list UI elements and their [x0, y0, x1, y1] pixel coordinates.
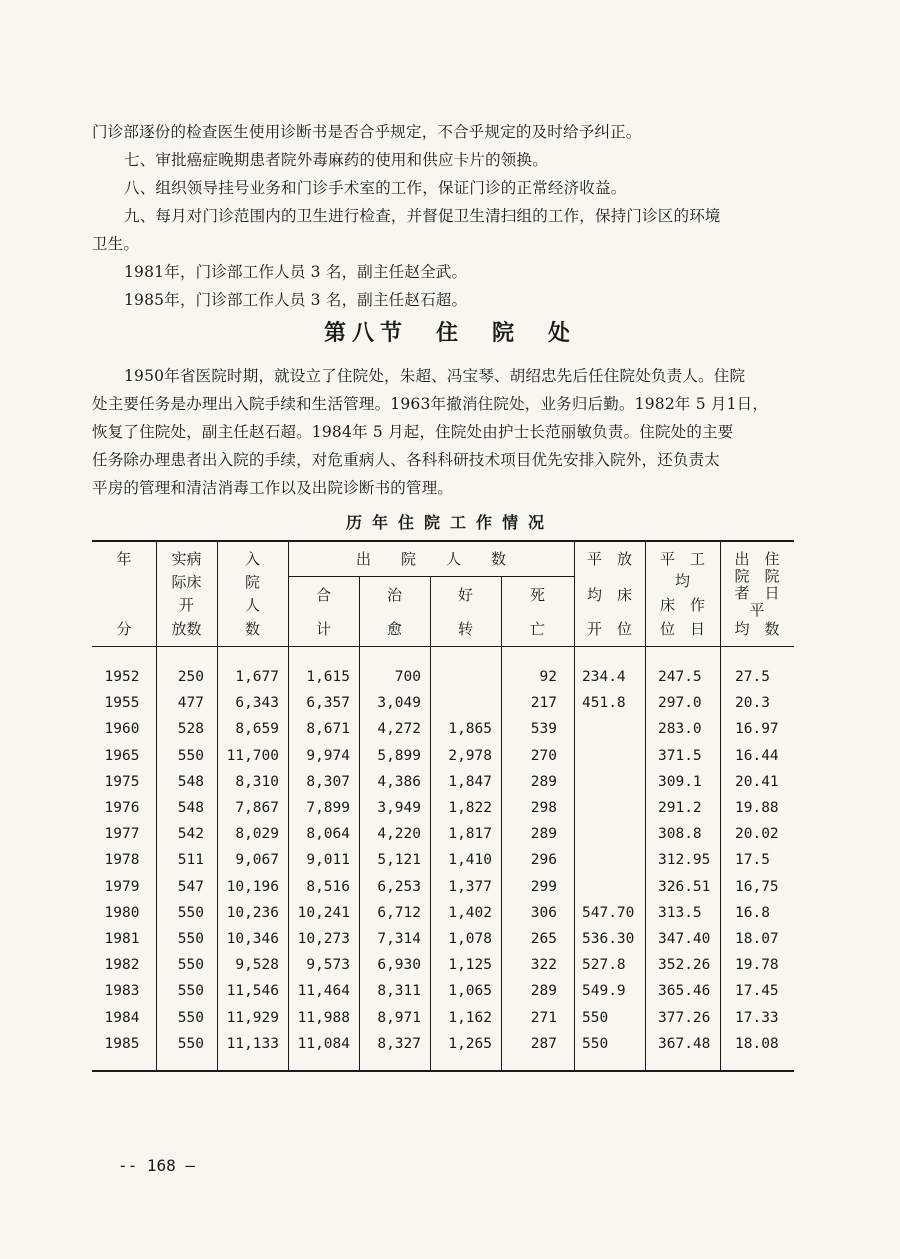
cell-avg-beds: 527.8 — [582, 957, 626, 974]
cell-improved: 1,817 — [448, 826, 492, 843]
section-title: 第八节 住 院 处 — [323, 320, 576, 346]
cell-beds: 477 — [177, 695, 204, 712]
cell-beds: 550 — [177, 747, 204, 764]
cell-avg-beds: 536.30 — [582, 931, 635, 947]
cell-year: 1952 — [104, 669, 140, 685]
cell-avg-stay: 20.41 — [735, 773, 779, 790]
cell-total: 9,011 — [306, 852, 350, 869]
cell-avg-stay: 19.78 — [735, 957, 779, 974]
cell-admissions: 6,343 — [235, 695, 279, 712]
cell-avg-stay: 17.45 — [735, 983, 779, 1000]
cell-total: 8,064 — [306, 826, 350, 843]
header-admissions: 人 — [244, 596, 260, 614]
cell-improved: 1,162 — [448, 1009, 492, 1026]
cell-year: 1984 — [104, 1009, 140, 1026]
header-year-bottom: 分 — [116, 620, 132, 638]
cell-bed-days: 247.5 — [658, 669, 702, 685]
cell-year: 1977 — [104, 826, 140, 843]
cell-death: 287 — [530, 1035, 557, 1052]
header-improved: 转 — [457, 620, 473, 638]
list-item-7: 七、审批癌症晚期患者院外毒麻药的使用和供应卡片的领换。 — [124, 151, 548, 169]
cell-death: 296 — [530, 852, 557, 869]
cell-avg-stay: 16.44 — [735, 747, 779, 764]
table-title: 历年住院工作情况 — [345, 513, 554, 532]
header-beds: 际床 — [171, 573, 202, 591]
header-bed-days: 床 作 — [659, 596, 705, 614]
cell-death: 271 — [530, 1009, 557, 1026]
cell-bed-days: 371.5 — [658, 747, 702, 764]
cell-improved: 1,377 — [448, 878, 492, 895]
cell-improved: 2,978 — [448, 747, 492, 764]
cell-admissions: 11,700 — [226, 747, 279, 764]
cell-year: 1985 — [104, 1035, 140, 1052]
cell-death: 289 — [530, 983, 557, 1000]
cell-cured: 8,327 — [377, 1035, 421, 1052]
cell-cured: 3,949 — [377, 800, 421, 816]
header-avg-stay: 者 日 — [734, 584, 780, 602]
cell-total: 11,988 — [297, 1009, 350, 1026]
cell-cured: 6,930 — [377, 957, 421, 974]
cell-admissions: 11,133 — [226, 1035, 279, 1052]
cell-cured: 5,899 — [377, 747, 421, 764]
header-admissions: 入 — [244, 550, 260, 568]
cell-admissions: 8,029 — [235, 826, 279, 843]
cell-total: 7,899 — [306, 800, 350, 816]
body-line-5: 平房的管理和清洁消毒工作以及出院诊断书的管理。 — [92, 479, 454, 497]
cell-avg-stay: 16.97 — [735, 721, 779, 738]
header-avg-stay: 均 数 — [734, 620, 780, 638]
cell-avg-beds: 550 — [582, 1009, 609, 1026]
cell-year: 1976 — [104, 800, 140, 816]
header-avg-beds: 均 床 — [586, 586, 632, 604]
paragraph-line: 门诊部逐份的检查医生使用诊断书是否合乎规定，不合乎规定的及时给予纠正。 — [92, 123, 642, 141]
cell-beds: 550 — [177, 1009, 204, 1026]
cell-beds: 550 — [177, 1035, 204, 1052]
cell-total: 9,573 — [306, 957, 350, 974]
cell-cured: 4,386 — [377, 773, 421, 790]
cell-improved: 1,265 — [448, 1035, 492, 1052]
cell-year: 1960 — [104, 721, 140, 738]
body-line-4: 任务除办理患者出入院的手续，对危重病人、各科科研技术项目优先安排入院外，还负责太 — [92, 451, 721, 469]
cell-bed-days: 365.46 — [658, 983, 711, 1000]
header-improved: 好 — [457, 586, 473, 604]
cell-avg-stay: 20.02 — [735, 826, 779, 843]
cell-avg-stay: 19.88 — [735, 800, 779, 816]
cell-avg-stay: 18.08 — [735, 1035, 779, 1052]
cell-bed-days: 313.5 — [658, 904, 702, 921]
cell-avg-stay: 17.5 — [735, 852, 770, 869]
cell-avg-beds: 549.9 — [582, 983, 626, 1000]
cell-admissions: 11,929 — [226, 1009, 279, 1026]
cell-total: 11,464 — [297, 983, 350, 1000]
cell-improved: 1,410 — [448, 852, 492, 869]
cell-improved: 1,078 — [448, 931, 492, 947]
cell-year: 1979 — [104, 878, 140, 895]
cell-cured: 4,220 — [377, 826, 421, 843]
table-top-rule — [92, 540, 794, 542]
cell-bed-days: 326.51 — [658, 878, 711, 895]
header-avg-beds: 开 位 — [586, 620, 632, 638]
cell-improved: 1,865 — [448, 721, 492, 738]
cell-total: 9,974 — [306, 747, 350, 764]
header-bed-days: 平 工 — [659, 550, 705, 568]
header-cured: 治 — [386, 586, 402, 604]
cell-avg-stay: 20.3 — [735, 695, 770, 712]
cell-admissions: 7,867 — [235, 800, 279, 816]
cell-bed-days: 312.95 — [658, 852, 711, 869]
cell-improved: 1,847 — [448, 773, 492, 790]
cell-avg-stay: 18.07 — [735, 931, 779, 947]
cell-avg-beds: 550 — [582, 1035, 609, 1052]
cell-cured: 6,712 — [377, 904, 421, 921]
cell-cured: 4,272 — [377, 721, 421, 738]
cell-avg-stay: 16.8 — [735, 904, 770, 921]
cell-cured: 700 — [394, 669, 421, 685]
list-item-9: 九、每月对门诊范围内的卫生进行检查，并督促卫生清扫组的工作，保持门诊区的环境 — [124, 207, 721, 225]
cell-admissions: 8,310 — [235, 773, 279, 790]
cell-beds: 547 — [177, 878, 204, 895]
cell-admissions: 8,659 — [235, 721, 279, 738]
cell-improved: 1,065 — [448, 983, 492, 1000]
cell-year: 1981 — [104, 931, 140, 947]
header-beds: 开 — [178, 596, 194, 614]
header-avg-stay: 出 住 — [734, 550, 780, 568]
cell-improved: 1,822 — [448, 800, 492, 816]
cell-bed-days: 309.1 — [658, 773, 702, 790]
cell-year: 1982 — [104, 957, 140, 974]
cell-bed-days: 367.48 — [658, 1035, 711, 1052]
cell-avg-beds: 451.8 — [582, 695, 626, 712]
cell-admissions: 10,236 — [226, 904, 279, 921]
cell-avg-stay: 16,75 — [735, 878, 779, 895]
header-death: 死 — [529, 586, 545, 604]
cell-bed-days: 283.0 — [658, 721, 702, 738]
cell-year: 1983 — [104, 983, 140, 1000]
cell-avg-stay: 27.5 — [735, 669, 770, 685]
cell-total: 11,084 — [297, 1035, 350, 1052]
cell-beds: 511 — [177, 852, 204, 869]
cell-bed-days: 347.40 — [658, 931, 711, 947]
header-death: 亡 — [529, 620, 545, 638]
cell-total: 8,671 — [306, 721, 350, 738]
cell-death: 306 — [530, 904, 557, 921]
cell-beds: 550 — [177, 904, 204, 921]
cell-cured: 5,121 — [377, 852, 421, 869]
cell-admissions: 10,346 — [226, 931, 279, 947]
cell-death: 298 — [530, 800, 557, 816]
header-total: 合 — [315, 586, 331, 604]
cell-beds: 550 — [177, 983, 204, 1000]
cell-avg-beds: 234.4 — [582, 669, 626, 685]
header-bed-days: 均 — [674, 572, 690, 590]
cell-total: 10,241 — [297, 904, 350, 921]
header-avg-stay: 平 — [749, 601, 765, 619]
discharge-group-rule — [288, 576, 574, 577]
body-line-1: 1950年省医院时期，就设立了住院处，朱超、冯宝琴、胡绍忠先后任住院处负责人。住院 — [124, 367, 746, 385]
cell-improved: 1,402 — [448, 904, 492, 921]
header-beds: 放数 — [171, 620, 202, 638]
cell-total: 6,357 — [306, 695, 350, 712]
cell-death: 322 — [530, 957, 557, 974]
header-bottom-rule — [92, 646, 794, 647]
header-avg-beds: 平 放 — [586, 550, 632, 568]
list-item-9-cont: 卫生。 — [92, 235, 140, 253]
cell-year: 1975 — [104, 773, 140, 790]
cell-year: 1955 — [104, 695, 140, 712]
cell-year: 1965 — [104, 747, 140, 764]
staff-note-1985: 1985年，门诊部工作人员 3 名，副主任赵石超。 — [124, 291, 468, 309]
header-beds: 实病 — [171, 550, 202, 568]
cell-beds: 550 — [177, 931, 204, 947]
cell-death: 217 — [530, 695, 557, 712]
cell-bed-days: 297.0 — [658, 695, 702, 712]
cell-admissions: 10,196 — [226, 878, 279, 895]
cell-beds: 548 — [177, 773, 204, 790]
cell-beds: 550 — [177, 957, 204, 974]
cell-bed-days: 291.2 — [658, 800, 702, 816]
cell-cured: 3,049 — [377, 695, 421, 712]
header-bed-days: 位 日 — [659, 620, 705, 638]
cell-admissions: 9,067 — [235, 852, 279, 869]
body-line-3: 恢复了住院处，副主任赵石超。1984年 5 月起，住院处由护士长范丽敏负责。住院处的主要 — [92, 423, 734, 441]
cell-admissions: 9,528 — [235, 957, 279, 974]
header-avg-stay: 院 院 — [734, 567, 780, 585]
header-year-top: 年 — [116, 550, 132, 568]
cell-avg-stay: 17.33 — [735, 1009, 779, 1026]
cell-admissions: 1,677 — [235, 669, 279, 685]
cell-cured: 8,971 — [377, 1009, 421, 1026]
cell-total: 8,307 — [306, 773, 350, 790]
header-discharge-group: 出 院 人 数 — [355, 550, 506, 568]
cell-death: 92 — [539, 669, 557, 685]
cell-bed-days: 352.26 — [658, 957, 711, 974]
body-line-2: 处主要任务是办理出入院手续和生活管理。1963年撤消住院处，业务归后勤。1982年 5 月1日， — [92, 395, 769, 413]
header-admissions: 院 — [244, 573, 260, 591]
cell-beds: 548 — [177, 800, 204, 816]
cell-cured: 7,314 — [377, 931, 421, 947]
cell-cured: 8,311 — [377, 983, 421, 1000]
cell-death: 539 — [530, 721, 557, 738]
cell-beds: 250 — [177, 669, 204, 685]
cell-total: 8,516 — [306, 878, 350, 895]
cell-admissions: 11,546 — [226, 983, 279, 1000]
header-total: 计 — [315, 620, 331, 638]
cell-improved: 1,125 — [448, 957, 492, 974]
cell-death: 270 — [530, 747, 557, 764]
cell-total: 1,615 — [306, 669, 350, 685]
cell-bed-days: 308.8 — [658, 826, 702, 843]
cell-avg-beds: 547.70 — [582, 904, 635, 921]
cell-bed-days: 377.26 — [658, 1009, 711, 1026]
cell-year: 1980 — [104, 904, 140, 921]
header-admissions: 数 — [244, 620, 260, 638]
cell-year: 1978 — [104, 852, 140, 869]
list-item-8: 八、组织领导挂号业务和门诊手术室的工作，保证门诊的正常经济收益。 — [124, 179, 627, 197]
cell-death: 289 — [530, 773, 557, 790]
cell-death: 289 — [530, 826, 557, 843]
staff-note-1981: 1981年，门诊部工作人员 3 名，副主任赵全武。 — [124, 263, 468, 281]
cell-beds: 542 — [177, 826, 204, 843]
header-cured: 愈 — [386, 620, 402, 638]
cell-cured: 6,253 — [377, 878, 421, 895]
cell-total: 10,273 — [297, 931, 350, 947]
cell-death: 299 — [530, 878, 557, 895]
cell-beds: 528 — [177, 721, 204, 738]
cell-death: 265 — [530, 931, 557, 947]
page-number: -- 168 — — [118, 1156, 196, 1175]
table-bottom-rule — [92, 1070, 794, 1072]
